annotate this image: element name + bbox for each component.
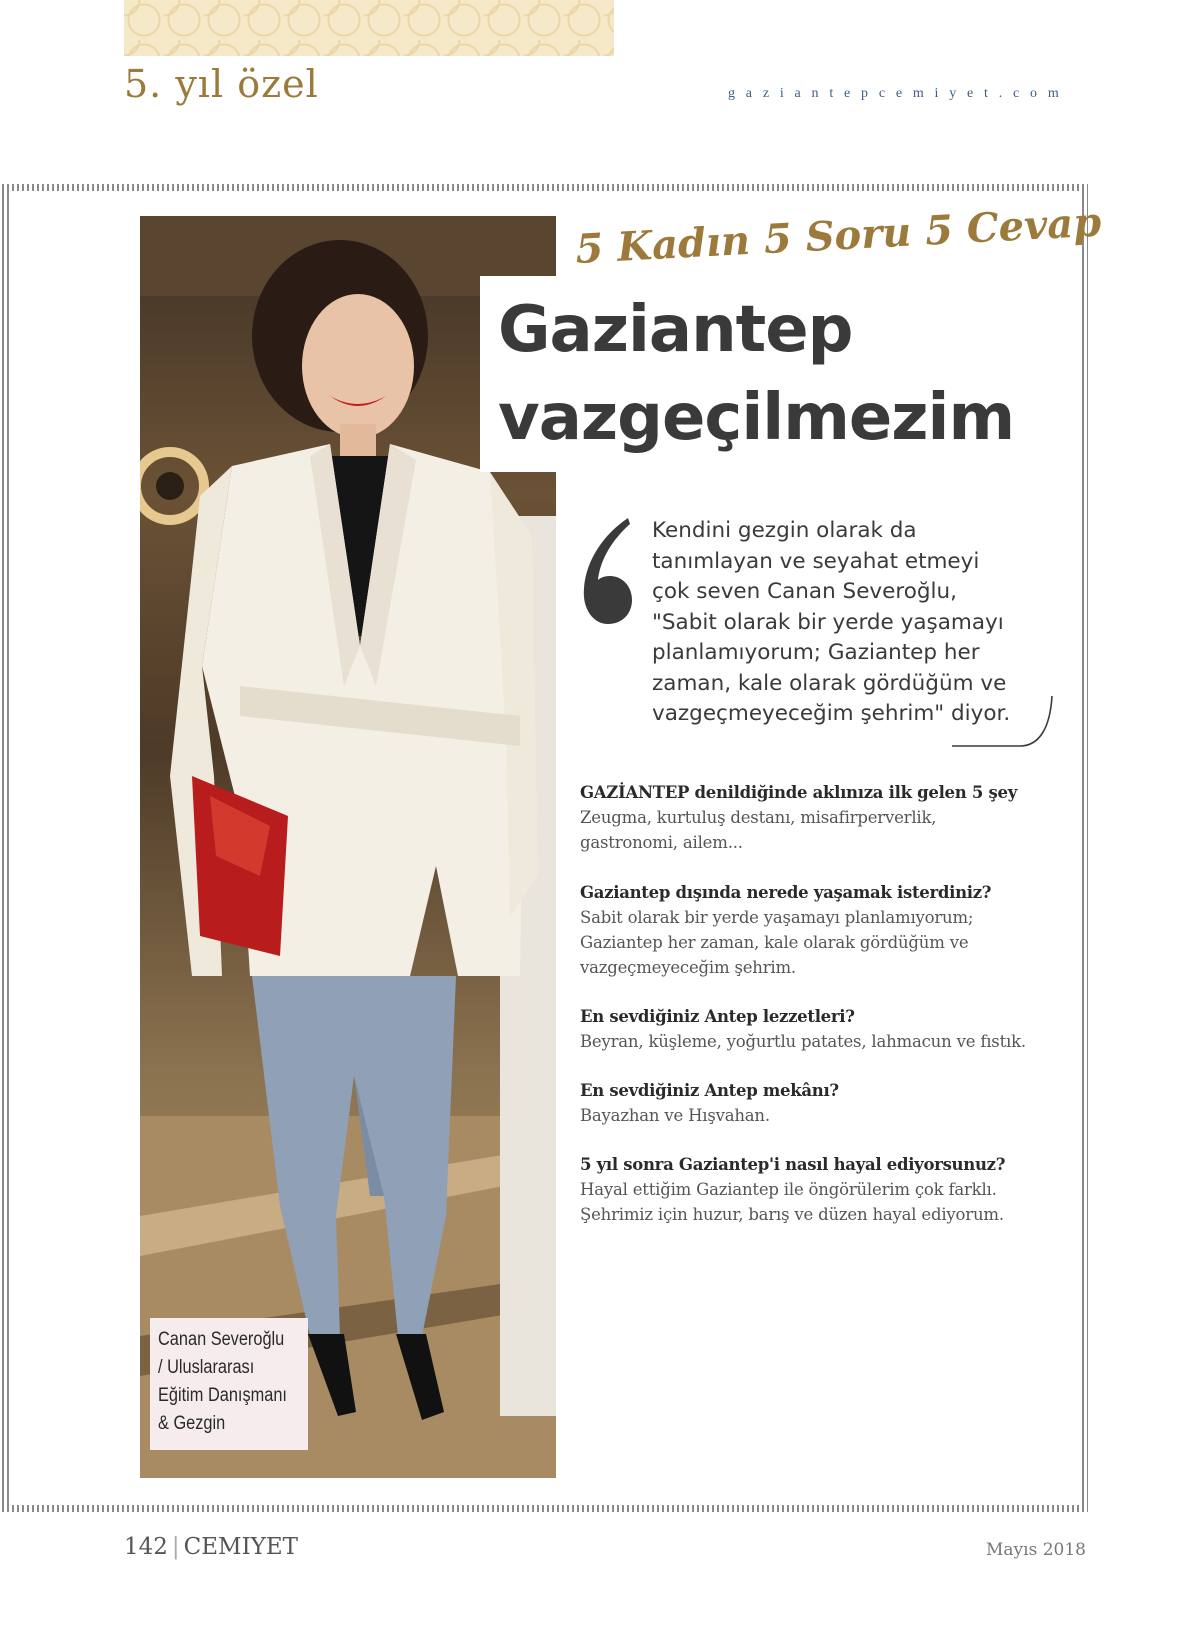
footer-separator: | xyxy=(171,1534,180,1560)
qa-item xyxy=(580,880,1060,980)
qa-item xyxy=(580,1078,1060,1128)
headline-line: Gaziantep xyxy=(498,293,853,367)
qa-answer-line: gastronomi, ailem... xyxy=(580,833,743,852)
qa-answer-line: Beyran, küşleme, yoğurtlu patates, lahmacun ve fıstık. xyxy=(580,1032,1026,1051)
intro-quote-line: Kendini gezgin olarak da xyxy=(652,518,917,543)
intro-quote-line: vazgeçmeyeceğim şehrim" diyor. xyxy=(652,701,1011,726)
intro-quote-line: planlamıyorum; Gaziantep her xyxy=(652,640,980,665)
intro-quote-line: çok seven Canan Severoğlu, xyxy=(652,579,957,604)
qa-answer-line: Sabit olarak bir yerde yaşamayı planlamıyorum; xyxy=(580,908,974,927)
quote-tail-icon xyxy=(950,694,1054,750)
qa-answer-line: Zeugma, kurtuluş destanı, misafirperverlik, xyxy=(580,808,937,827)
page-number: 142 xyxy=(124,1534,168,1560)
section-label: 5. yıl özel xyxy=(124,62,319,106)
caption-line: / Uluslararası xyxy=(158,1357,255,1378)
footer-page-info xyxy=(124,1534,298,1560)
caption-line: & Gezgin xyxy=(158,1413,226,1434)
caption-line: Canan Severoğlu xyxy=(158,1329,285,1350)
qa-answer-line: vazgeçmeyeceğim şehrim. xyxy=(580,958,796,977)
quote-open-icon xyxy=(578,516,636,626)
series-title: 5 Kadın 5 Soru 5 Cevap xyxy=(574,198,1103,274)
intro-quote-line: "Sabit olarak bir yerde yaşamayı xyxy=(652,609,1004,635)
qa-question: 5 yıl sonra Gaziantep'i nasıl hayal ediyorsunuz? xyxy=(580,1155,1006,1174)
qa-item xyxy=(580,1004,1060,1054)
qa-question: En sevdiğiniz Antep mekânı? xyxy=(580,1081,839,1100)
qa-item xyxy=(580,1152,1060,1227)
qa-answer-line: Gaziantep her zaman, kale olarak gördüğüm ve xyxy=(580,933,969,952)
headline xyxy=(480,276,1060,472)
caption-line: Eğitim Danışmanı xyxy=(158,1385,287,1406)
site-url[interactable]: gaziantepcemiyet.com xyxy=(728,86,1070,101)
photo-caption xyxy=(150,1318,308,1450)
qa-question: GAZİANTEP denildiğinde aklınıza ilk gelen 5 şey xyxy=(580,783,1017,802)
headline-line: vazgeçilmezim xyxy=(498,381,1015,455)
qa-item xyxy=(580,780,1060,855)
intro-quote-line: zaman, kale olarak gördüğüm ve xyxy=(652,670,1007,696)
magazine-name: CEMIYET xyxy=(183,1534,298,1560)
qa-answer-line: Bayazhan ve Hışvahan. xyxy=(580,1106,770,1125)
qa-answer-line: Şehrimiz için huzur, barış ve düzen hayal ediyorum. xyxy=(580,1205,1004,1224)
qa-question: En sevdiğiniz Antep lezzetleri? xyxy=(580,1007,855,1026)
qa-answer-line: Hayal ettiğim Gaziantep ile öngörülerim çok farklı. xyxy=(580,1180,997,1199)
issue-date: Mayıs 2018 xyxy=(986,1540,1086,1560)
qa-question: Gaziantep dışında nerede yaşamak isterdiniz? xyxy=(580,883,992,902)
decorative-pattern-banner xyxy=(124,0,614,56)
intro-quote-line: tanımlayan ve seyahat etmeyi xyxy=(652,548,980,574)
